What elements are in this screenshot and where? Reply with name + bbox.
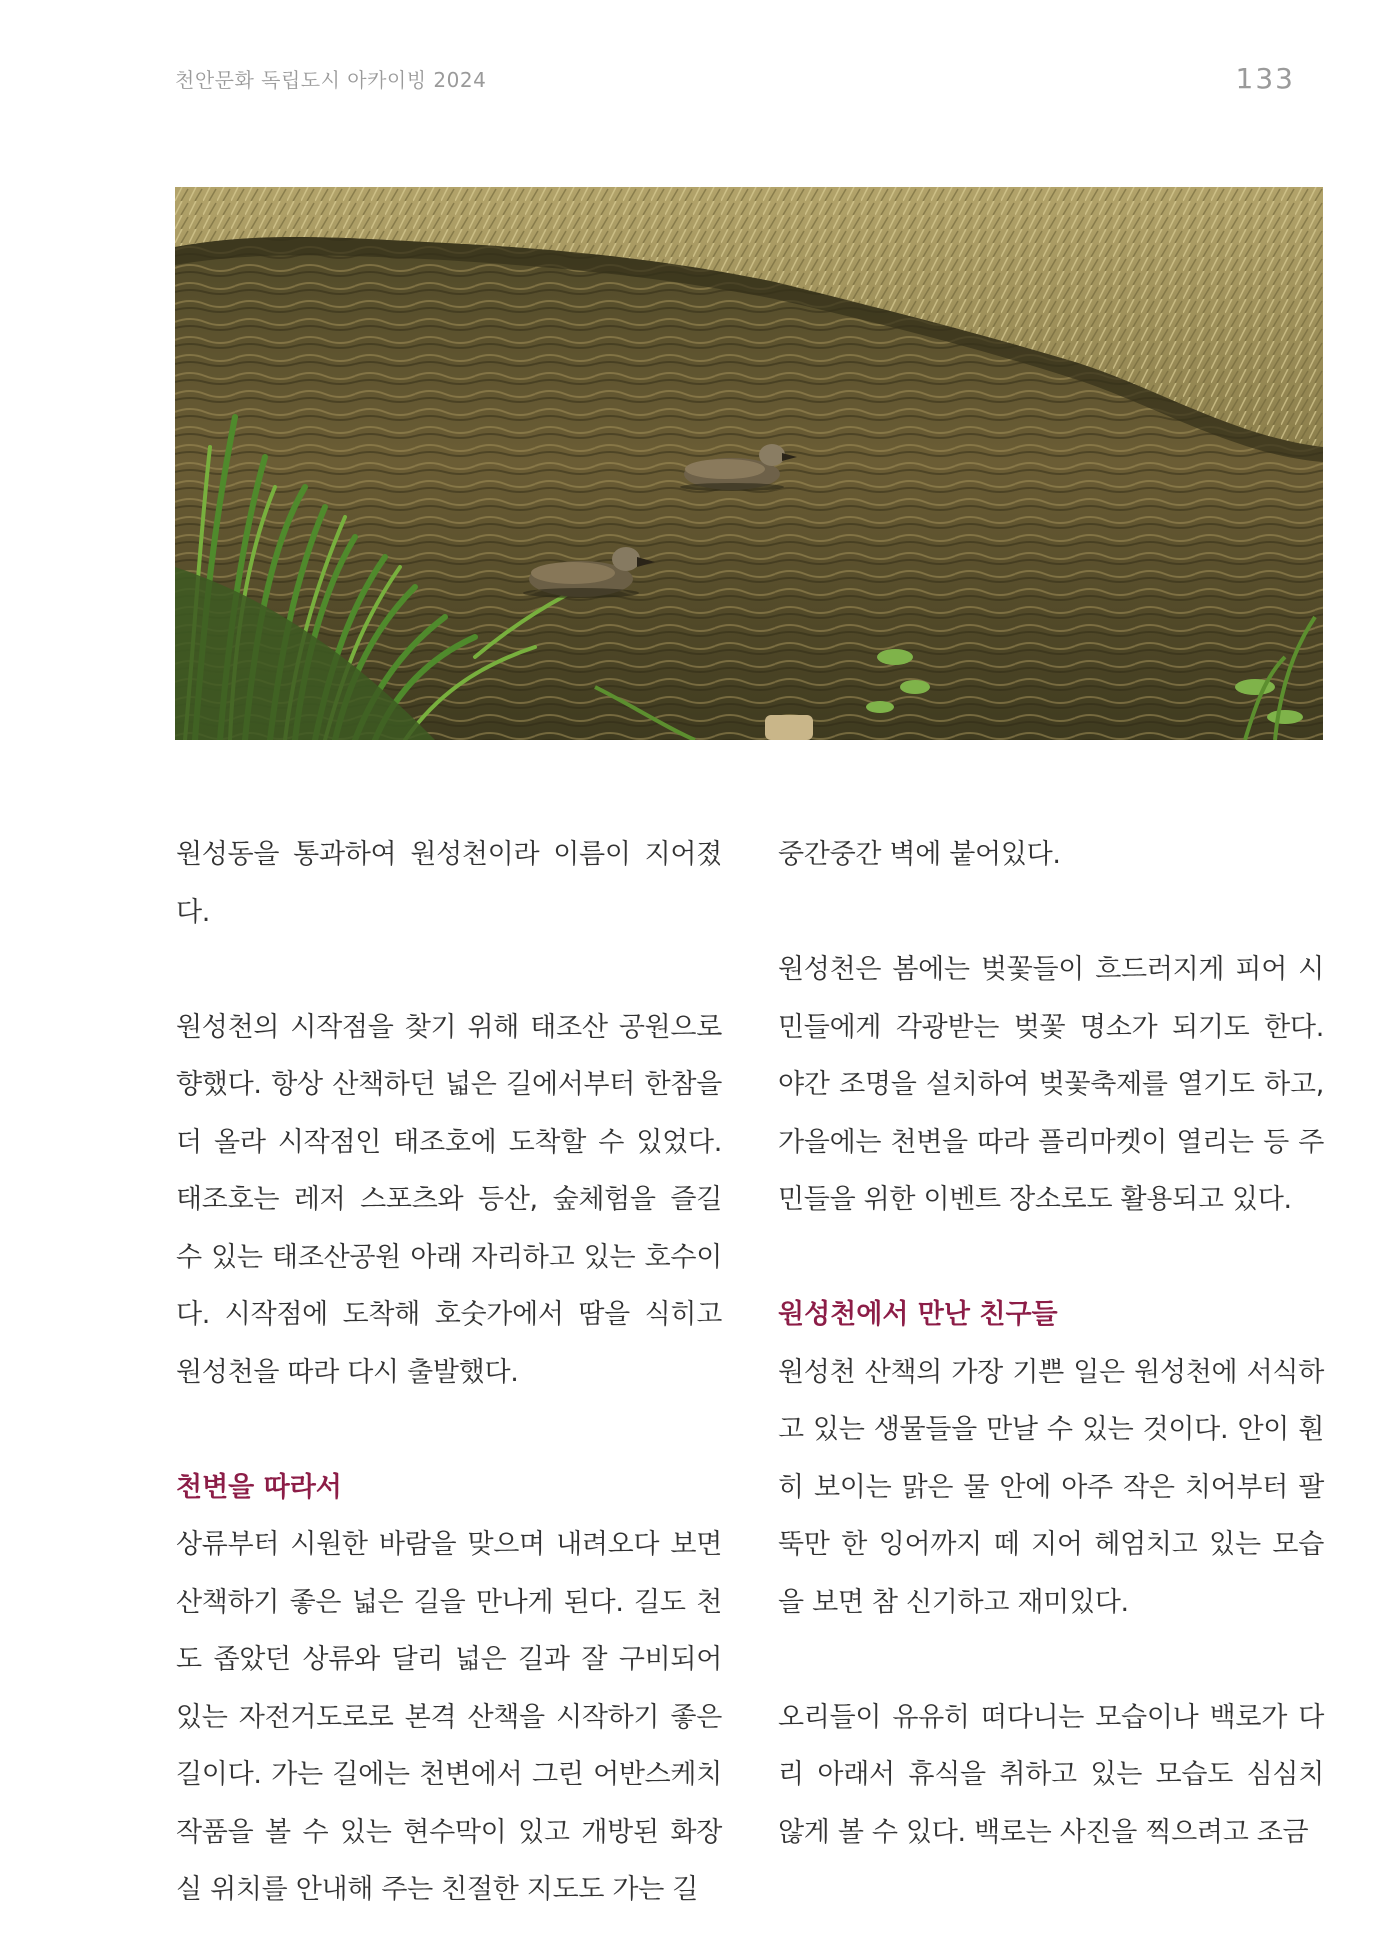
right-column — [778, 826, 1324, 1861]
section-heading-along-stream: 천변을 따라서 — [176, 1471, 342, 1503]
publication-title: 천안문화 독립도시 아카이빙 2024 — [175, 68, 487, 92]
right-paragraph-4: 오리들이 유유히 떠다니는 모습이나 백로가 다리 아래서 휴식을 취하고 있는 모습도 심심치 않게 볼 수 있다. 백로는 사진을 찍으려고 조금 — [778, 1701, 1324, 1848]
left-paragraph-3: 상류부터 시원한 바람을 맞으며 내려오다 보면 산책하기 좋은 넓은 길을 만나게 된다. 길도 천도 좁았던 상류와 달리 넓은 길과 잘 구비되어 있는 자전거도로로 본격 산책을 시작하기 좋은 길이다. 가는 길에는 천변에서 그린 어반스케치 작품을 볼 수 있는 현수막이 있고 개방된 화장실 위치를 안내해 주는 친절한 지도도 가는 길 — [176, 1529, 722, 1905]
right-paragraph-1: 중간중간 벽에 붙어있다. — [778, 839, 1061, 870]
right-paragraph-2: 원성천은 봄에는 벚꽃들이 흐드러지게 피어 시민들에게 각광받는 벚꽃 명소가 되기도 한다. 야간 조명을 설치하여 벚꽃축제를 열기도 하고, 가을에는 천변을 따라 플리마켓이 열리는 등 주민들을 위한 이벤트 장소로도 활용되고 있다. — [778, 954, 1324, 1215]
page-number: 133 — [1235, 62, 1295, 95]
left-paragraph-1: 원성동을 통과하여 원성천이라 이름이 지어졌다. — [176, 839, 722, 928]
ducks-in-stream-photo — [175, 187, 1323, 740]
section-heading-friends: 원성천에서 만난 친구들 — [778, 1299, 1058, 1330]
left-column — [176, 826, 722, 1919]
left-paragraph-2: 원성천의 시작점을 찾기 위해 태조산 공원으로 향했다. 항상 산책하던 넓은 길에서부터 한참을 더 올라 시작점인 태조호에 도착할 수 있었다. 태조호는 레저 스포츠와 등산, 숲체험을 즐길 수 있는 태조산공원 아래 자리하고 있는 호수이다. 시작점에 도착해 호숫가에서 땀을 식히고 원성천을 따라 다시 출발했다. — [176, 1011, 722, 1388]
right-paragraph-3: 원성천 산책의 가장 기쁜 일은 원성천에 서식하고 있는 생물들을 만날 수 있는 것이다. 안이 훤히 보이는 맑은 물 안에 아주 작은 치어부터 팔뚝만 한 잉어까지 떼 지어 헤엄치고 있는 모습을 보면 참 신기하고 재미있다. — [778, 1356, 1324, 1618]
